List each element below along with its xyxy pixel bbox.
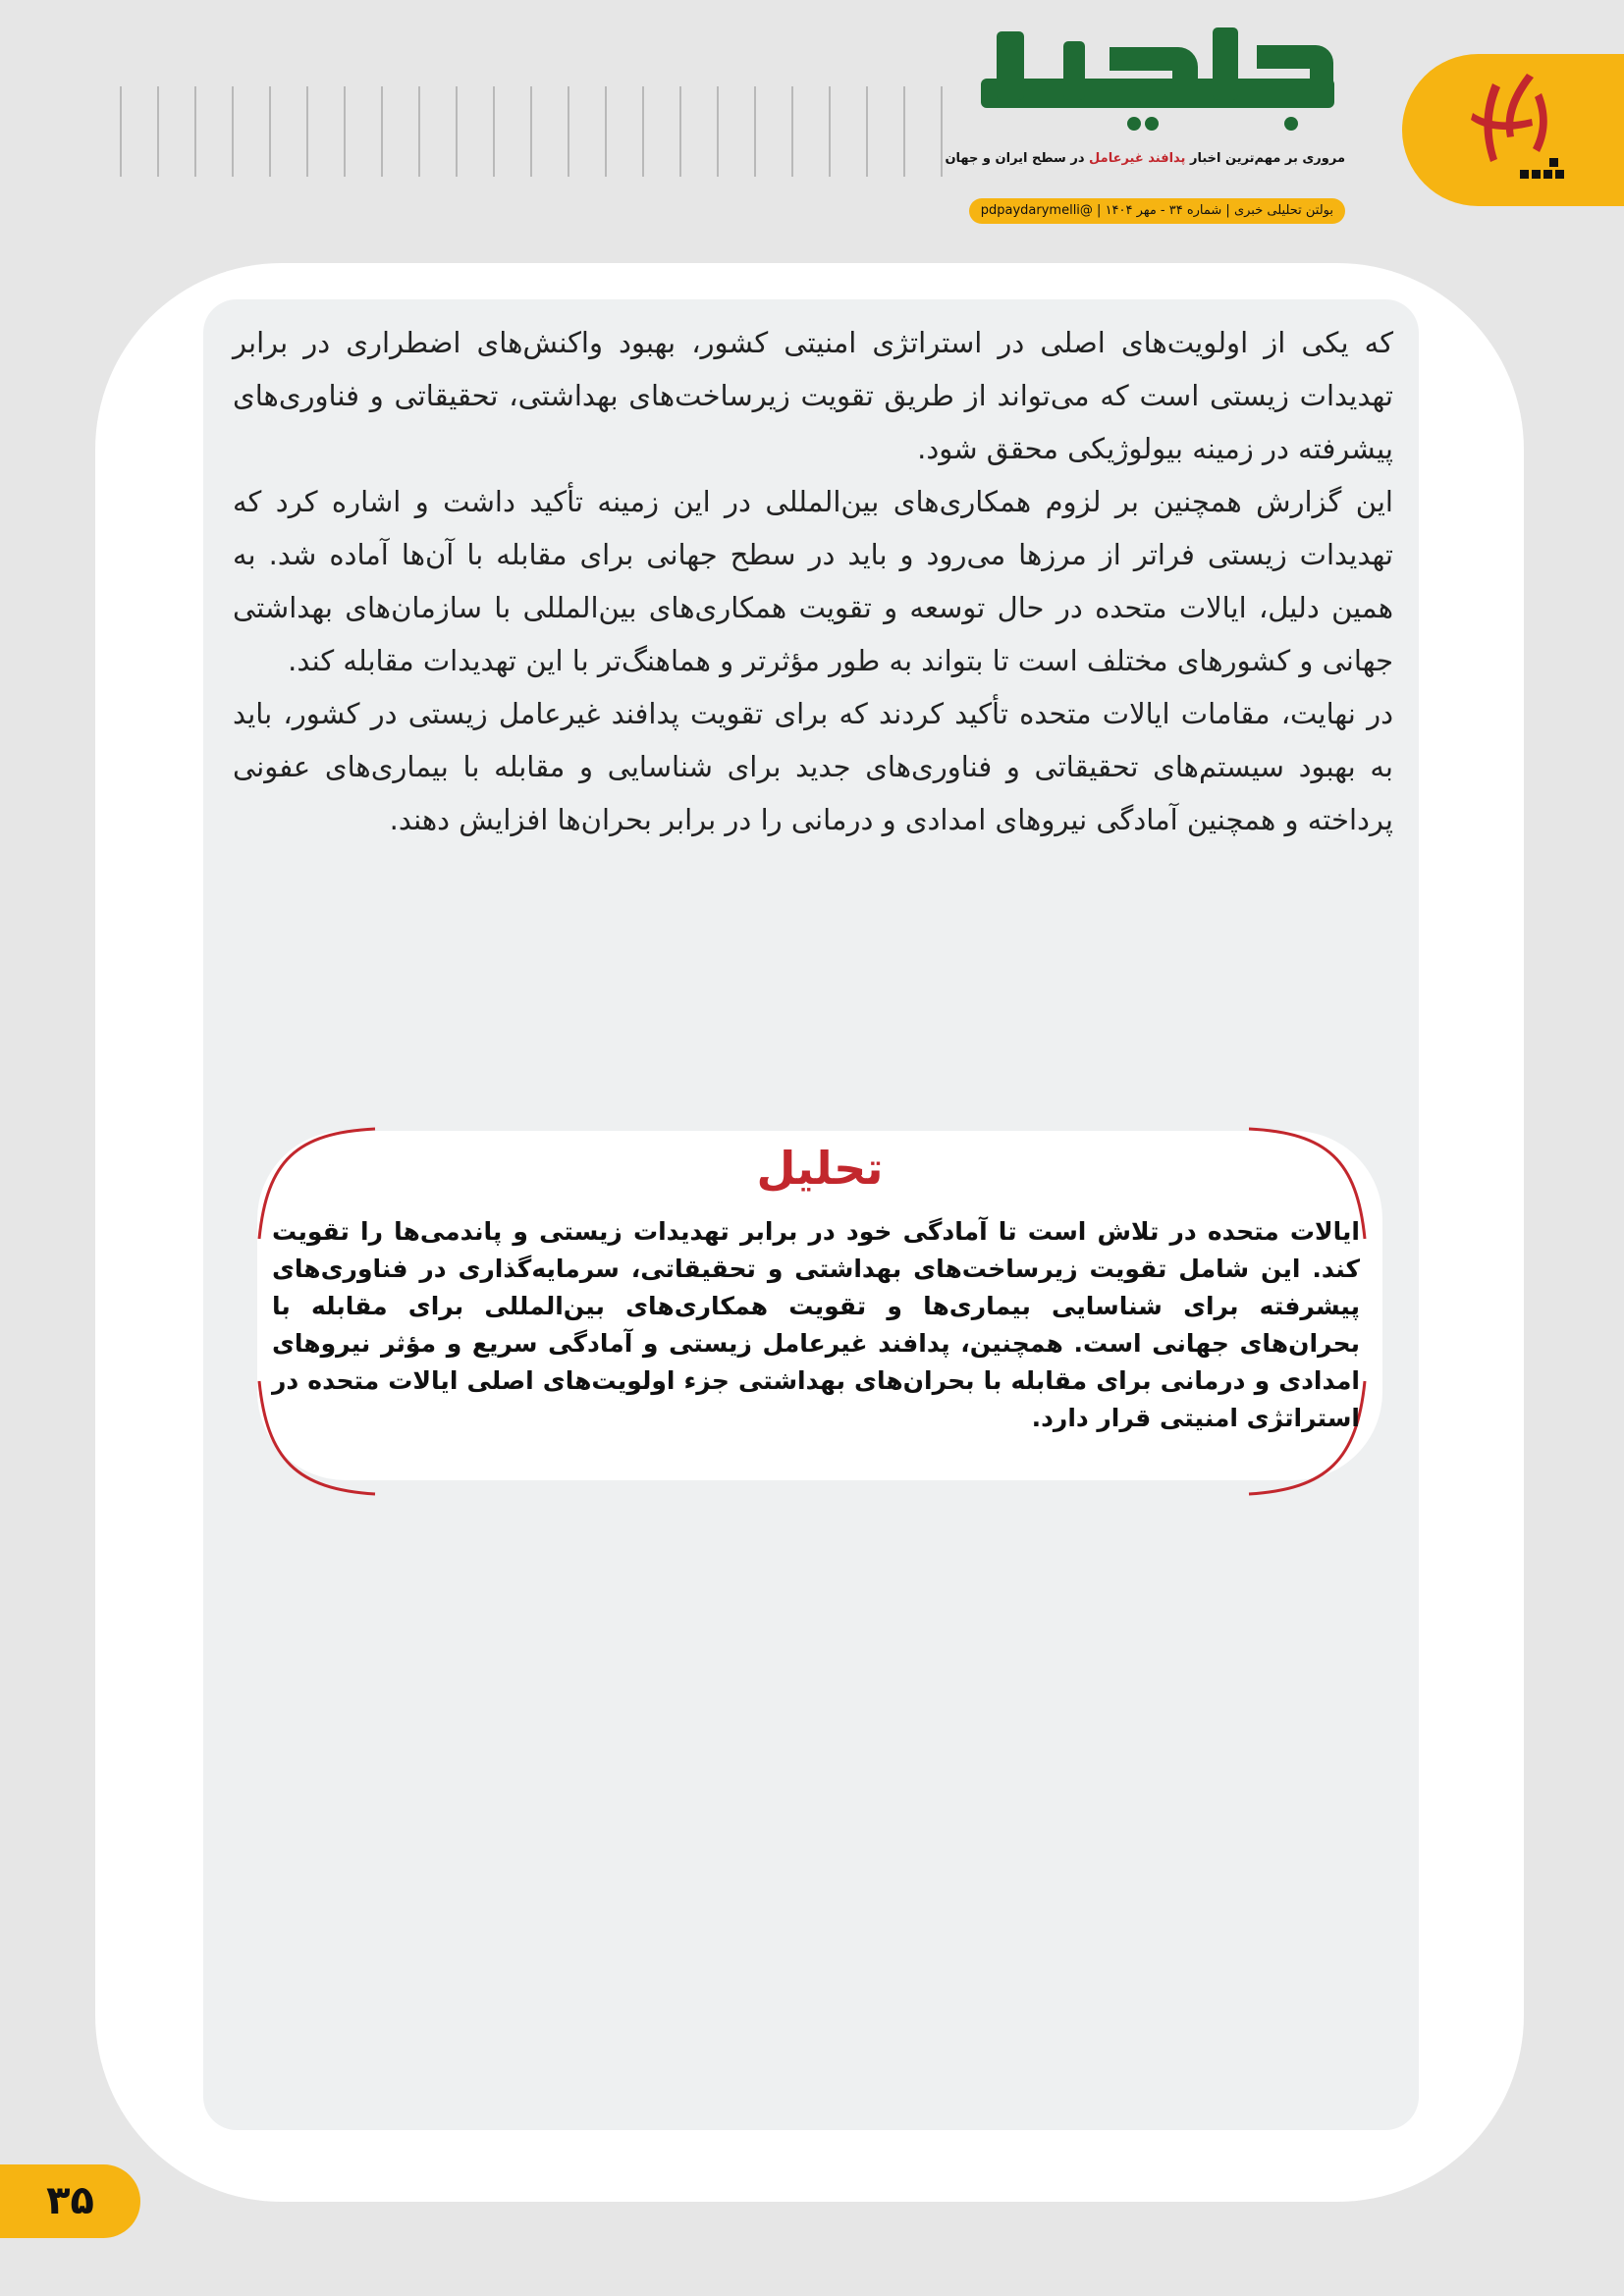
header-stripe — [941, 86, 943, 177]
article-paragraph: که یکی از اولویت‌های اصلی در استراتژی امنیتی کشور، بهبود واکنش‌های اضطراری در برابر تهدیدات زیستی است که می‌تواند از طریق تقویت زیرساخت‌های بهداشتی، تحقیقاتی و فناوری‌های پیشرفته در زمینه بیولوژیکی محقق شود. — [233, 326, 1393, 465]
header-stripe — [717, 86, 719, 177]
header-stripe — [232, 86, 234, 177]
header-stripe — [866, 86, 868, 177]
article-paragraph: این گزارش همچنین بر لزوم همکاری‌های بین‌المللی در این زمینه تأکید داشت و اشاره کرد که تهدیدات زیستی فراتر از مرزها می‌رود و باید در سطح جهانی برای مقابله با آن‌ها آماده شد. به همین دلیل، ایالات متحده در حال توسعه و تقویت همکاری‌های بین‌المللی با سازمان‌های بهداشتی جهانی و کشورهای مختلف است تا بتواند به طور مؤثرتر و هماهنگ‌تر با این تهدیدات مقابله کند. — [233, 485, 1393, 677]
header-stripe — [269, 86, 271, 177]
article-body — [233, 316, 1393, 846]
header-stripe — [157, 86, 159, 177]
header-stripe — [456, 86, 458, 177]
header-stripe — [418, 86, 420, 177]
header-stripe — [642, 86, 644, 177]
header-stripe — [679, 86, 681, 177]
article-paragraph: در نهایت، مقامات ایالات متحده تأکید کردند که برای تقویت پدافند غیرعامل زیستی در کشور، باید به بهبود سیستم‌های تحقیقاتی و فناوری‌های جدید برای شناسایی و مقابله با بیماری‌های عفونی پرداخته و همچنین آمادگی نیروهای امدادی و درمانی را در برابر بحران‌ها افزایش دهند. — [233, 697, 1393, 836]
header-stripe — [791, 86, 793, 177]
header-stripe — [754, 86, 756, 177]
header-stripe — [194, 86, 196, 177]
bulletin-info-pill: بولتن تحلیلی خبری | شماره ۳۴ - مهر ۱۴۰۴ | @pdpaydarymelli — [969, 198, 1345, 224]
header-stripes — [120, 86, 954, 177]
header-stripe — [381, 86, 383, 177]
calligraphy-logo-icon — [1434, 54, 1581, 201]
header-stripe — [903, 86, 905, 177]
header-stripe — [493, 86, 495, 177]
header-stripe — [120, 86, 122, 177]
masthead-wordmark — [977, 18, 1345, 145]
header-stripe — [568, 86, 569, 177]
masthead — [945, 18, 1345, 218]
masthead-subtitle: مروری بر مهم‌ترین اخبار پدافند غیرعامل در سطح ایران و جهان — [945, 151, 1345, 166]
header-stripe — [344, 86, 346, 177]
header-stripe — [605, 86, 607, 177]
page-number: ۳۵ — [46, 2178, 94, 2223]
header-stripe — [829, 86, 831, 177]
analysis-text: ایالات متحده در تلاش است تا آمادگی خود در برابر تهدیدات زیستی و پاندمی‌ها را تقویت کند. این شامل تقویت زیرساخت‌های بهداشتی و تحقیقاتی، سرمایه‌گذاری در فناوری‌های پیشرفته برای شناسایی بیماری‌ها و تقویت همکاری‌های بین‌المللی برای مقابله با بحران‌های جهانی است. همچنین، پدافند غیرعامل زیستی و آمادگی سریع و مؤثر نیروهای امدادی و درمانی برای مقابله با بحران‌های بهداشتی جزء اولویت‌های اصلی ایالات متحده در استراتژی امنیتی قرار دارد. — [272, 1217, 1360, 1432]
header-stripe — [530, 86, 532, 177]
header-stripe — [306, 86, 308, 177]
analysis-title: تحلیل — [756, 1142, 884, 1195]
